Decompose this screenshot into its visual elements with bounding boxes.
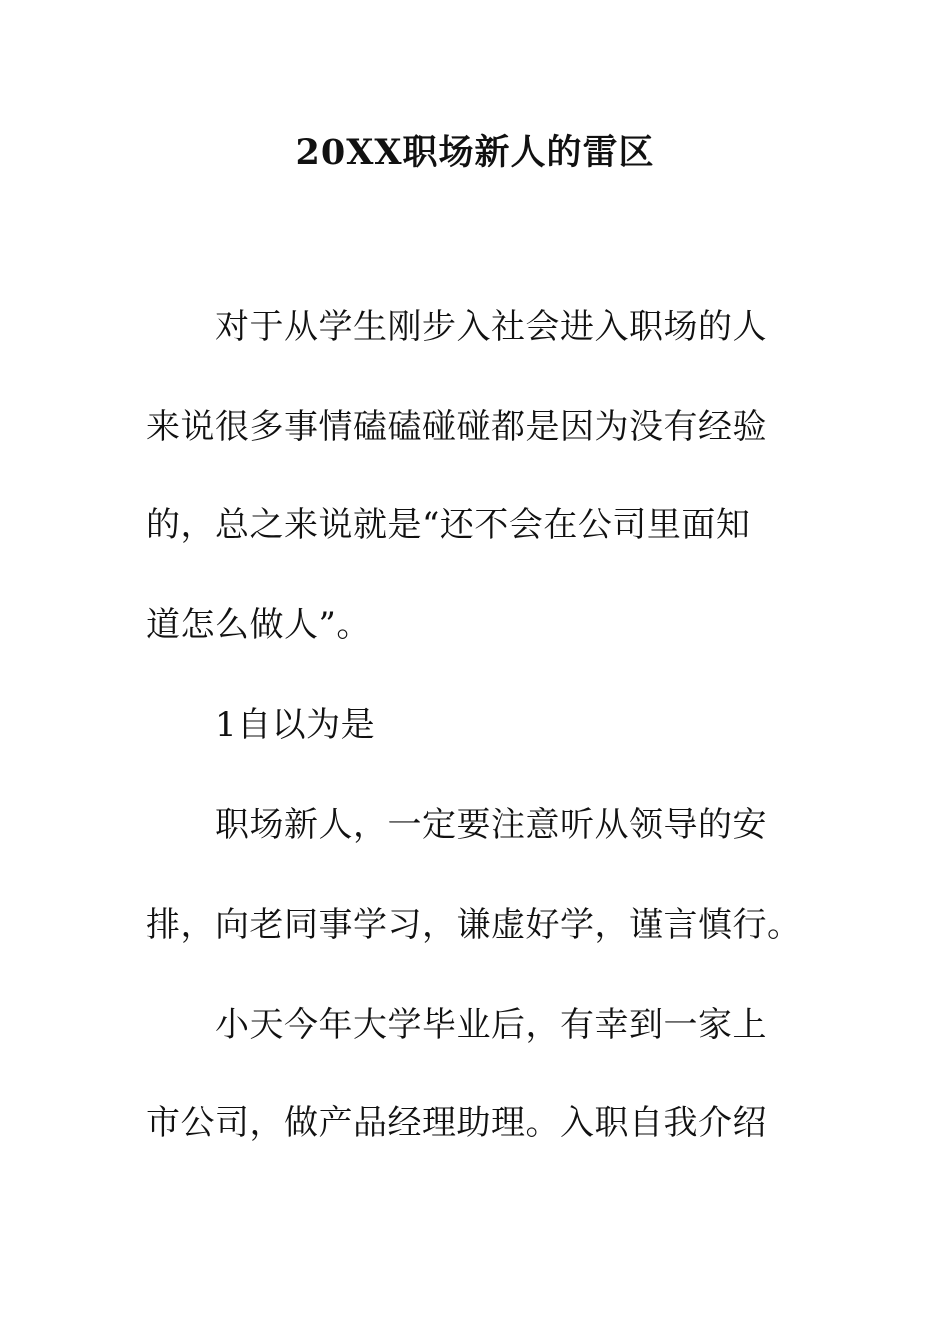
paragraph-line-4: 道怎么做人”。 — [146, 605, 371, 645]
paragraph-line-8: 市公司，做产品经理助理。入职自我介绍 — [146, 1103, 767, 1143]
paragraph-line-2: 来说很多事情磕磕碰碰都是因为没有经验 — [146, 407, 767, 447]
paragraph-line-7: 小天今年大学毕业后，有幸到一家上 — [215, 1005, 767, 1045]
section-heading: 1自以为是 — [215, 705, 376, 745]
paragraph-line-5: 职场新人，一定要注意听从领导的安 — [215, 805, 767, 845]
paragraph-line-3: 的，总之来说就是“还不会在公司里面知 — [146, 505, 751, 545]
paragraph-line-6: 排，向老同事学习，谦虚好学，谨言慎行。 — [146, 905, 802, 945]
paragraph-line-1: 对于从学生刚步入社会进入职场的人 — [215, 307, 767, 347]
document-title: 20XX职场新人的雷区 — [295, 132, 655, 173]
